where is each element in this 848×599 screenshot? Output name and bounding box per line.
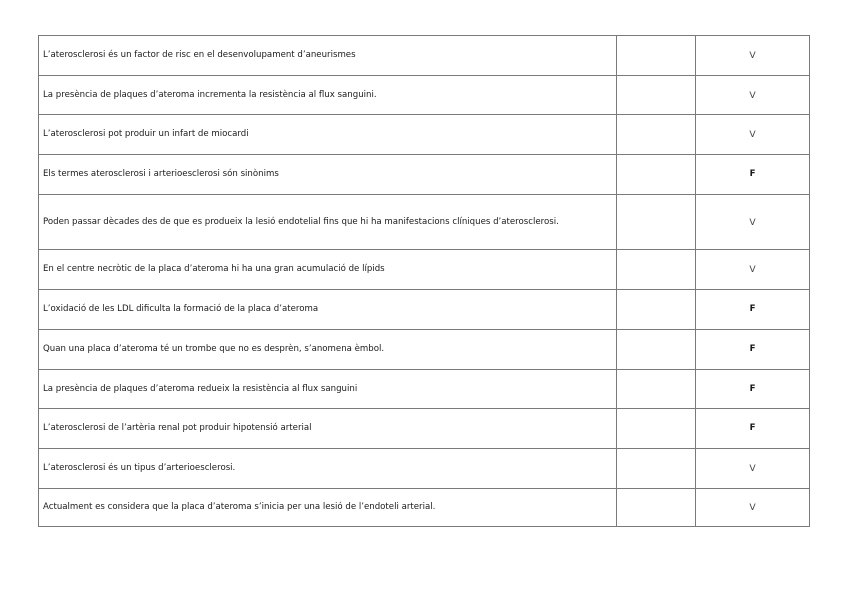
blank-cell xyxy=(617,36,696,76)
table-row xyxy=(39,76,810,115)
statement-cell: L’aterosclerosi és un tipus d’arterioesclerosi. xyxy=(39,449,617,489)
blank-cell xyxy=(617,409,696,449)
table-row xyxy=(39,489,810,527)
answer-cell: V xyxy=(696,250,810,290)
blank-cell xyxy=(617,155,696,195)
table-row xyxy=(39,290,810,330)
table-row xyxy=(39,250,810,290)
statement-cell: Quan una placa d’ateroma té un trombe que no es desprèn, s’anomena èmbol. xyxy=(39,330,617,370)
blank-cell xyxy=(617,195,696,250)
statement-cell: Poden passar dècades des de que es produeix la lesió endotelial fins que hi ha manifestacions clíniques d’aterosclerosi. xyxy=(39,195,617,250)
table-row xyxy=(39,330,810,370)
answer-cell: V xyxy=(696,489,810,527)
answer-cell: F xyxy=(696,409,810,449)
blank-cell xyxy=(617,76,696,115)
answer-cell: F xyxy=(696,290,810,330)
blank-cell xyxy=(617,115,696,155)
statement-cell: La presència de plaques d’ateroma redueix la resistència al flux sanguini xyxy=(39,370,617,409)
statement-cell: L’aterosclerosi és un factor de risc en el desenvolupament d’aneurismes xyxy=(39,36,617,76)
statement-cell: L’oxidació de les LDL dificulta la formació de la placa d’ateroma xyxy=(39,290,617,330)
statement-cell: La presència de plaques d’ateroma incrementa la resistència al flux sanguini. xyxy=(39,76,617,115)
statement-cell: L’aterosclerosi de l’artèria renal pot produir hipotensió arterial xyxy=(39,409,617,449)
statement-cell: En el centre necròtic de la placa d’ateroma hi ha una gran acumulació de lípids xyxy=(39,250,617,290)
blank-cell xyxy=(617,290,696,330)
table-row xyxy=(39,115,810,155)
statement-cell: L’aterosclerosi pot produir un infart de miocardi xyxy=(39,115,617,155)
blank-cell xyxy=(617,489,696,527)
answer-cell: V xyxy=(696,195,810,250)
statement-cell: Actualment es considera que la placa d’ateroma s’inicia per una lesió de l’endoteli arterial. xyxy=(39,489,617,527)
blank-cell xyxy=(617,330,696,370)
table-row xyxy=(39,195,810,250)
table-row xyxy=(39,409,810,449)
answer-cell: F xyxy=(696,155,810,195)
blank-cell xyxy=(617,370,696,409)
answer-cell: V xyxy=(696,36,810,76)
answer-cell: V xyxy=(696,449,810,489)
true-false-table xyxy=(38,35,810,527)
statement-cell: Els termes aterosclerosi i arterioesclerosi són sinònims xyxy=(39,155,617,195)
blank-cell xyxy=(617,449,696,489)
table-row xyxy=(39,155,810,195)
answer-cell: F xyxy=(696,370,810,409)
table-row xyxy=(39,36,810,76)
table-row xyxy=(39,449,810,489)
answer-cell: V xyxy=(696,76,810,115)
answer-cell: F xyxy=(696,330,810,370)
answer-cell: V xyxy=(696,115,810,155)
table-row xyxy=(39,370,810,409)
blank-cell xyxy=(617,250,696,290)
